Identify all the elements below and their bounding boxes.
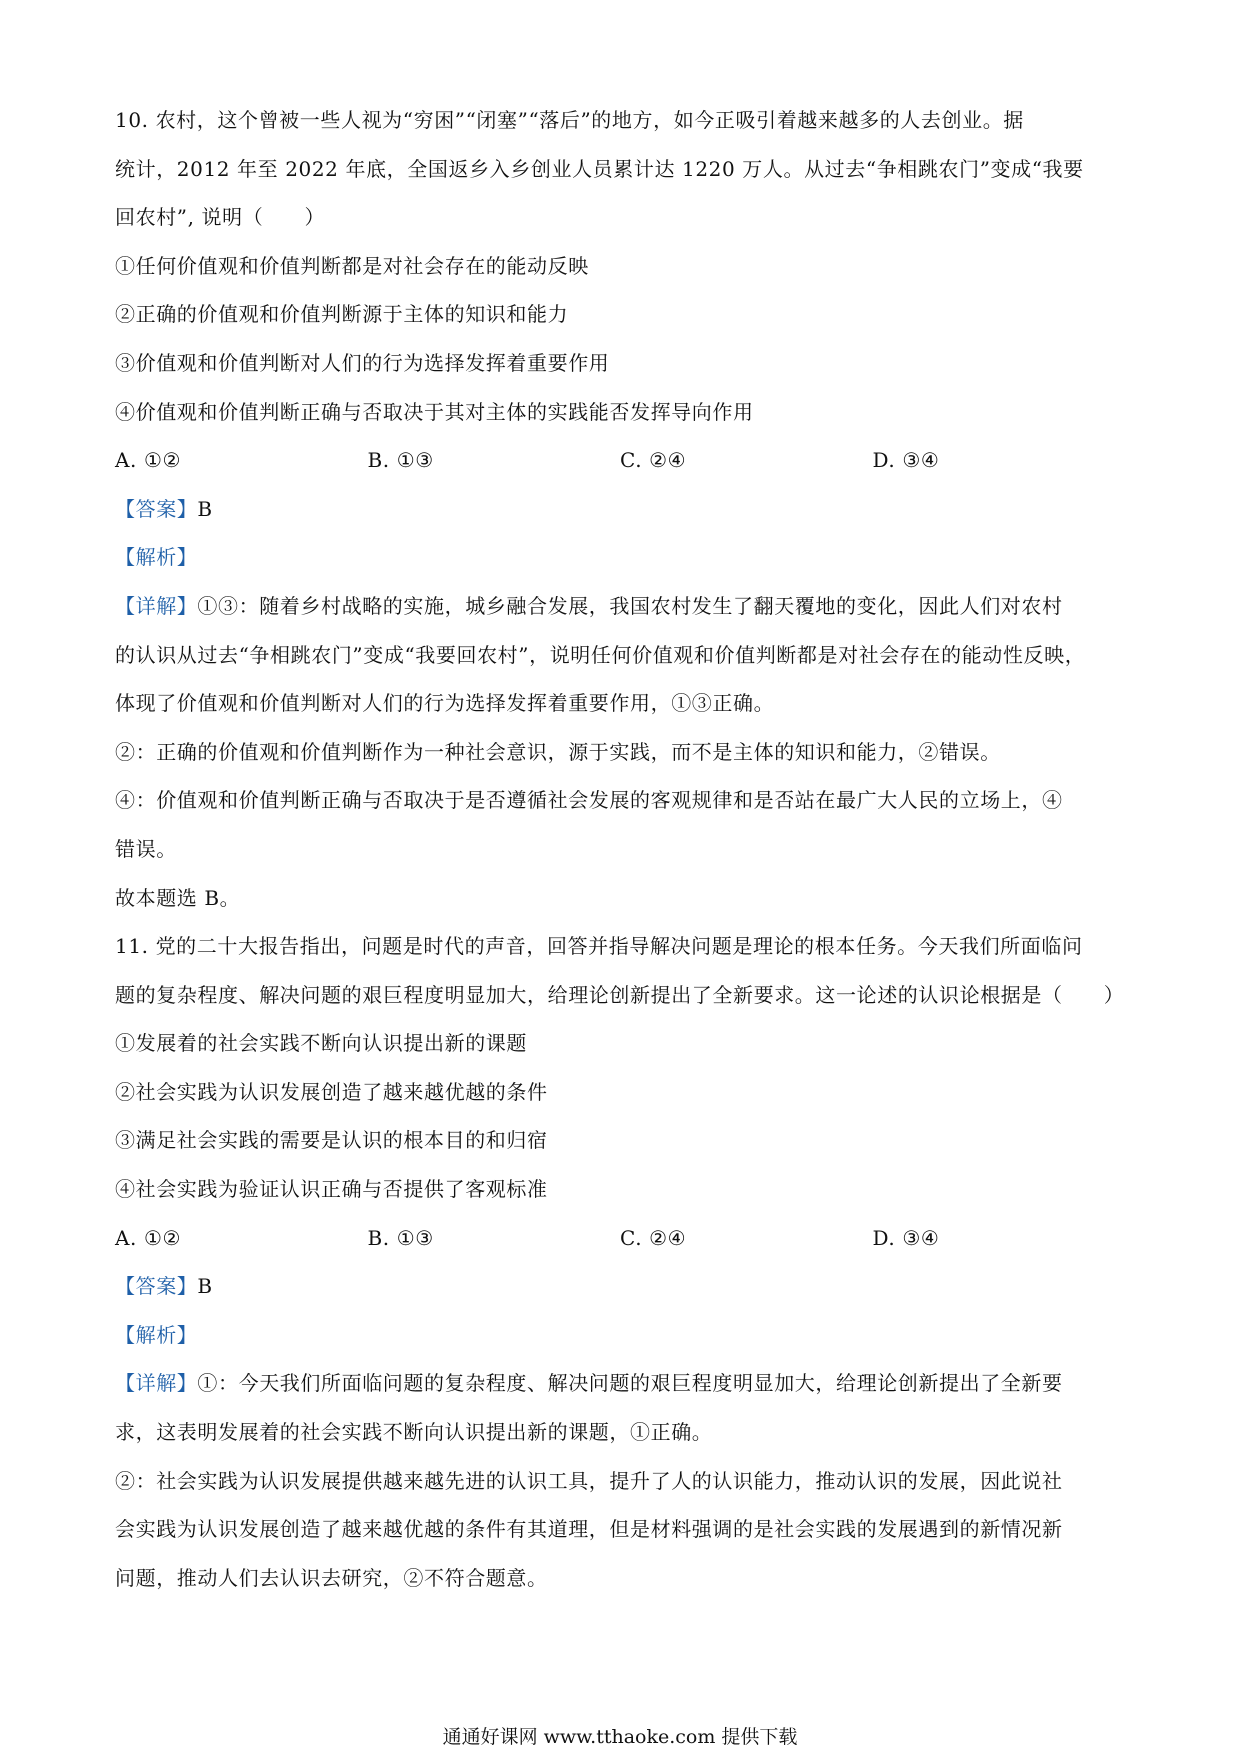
- statement-4: ④社会实践为验证认识正确与否提供了客观标准: [115, 1177, 548, 1202]
- conclusion-line: 故本题选 B。: [115, 885, 241, 910]
- option-a: A. ①②: [115, 1225, 182, 1250]
- detail-tag: 【详解】: [115, 1371, 198, 1396]
- detail-line: ④：价值观和价值判断正确与否取决于是否遵循社会发展的客观规律和是否站在最广大人民的立场上，④: [115, 788, 1063, 813]
- detail-tag: 【详解】: [115, 593, 198, 618]
- statement-2: ②社会实践为认识发展创造了越来越优越的条件: [115, 1079, 548, 1104]
- question-stem-line: 10. 农村，这个曾被一些人视为“穷困”“闭塞”“落后”的地方，如今正吸引着越来越多的人去创业。据: [115, 108, 1024, 132]
- detail-line: 错误。: [115, 836, 177, 861]
- detail-line: 的认识从过去“争相跳农门”变成“我要回农村”，说明任何价值观和价值判断都是对社会存在的能动性反映，: [115, 642, 1086, 667]
- option-b: B. ①③: [367, 448, 434, 473]
- statement-2: ②正确的价值观和价值判断源于主体的知识和能力: [115, 302, 569, 327]
- question-stem-line: 11. 党的二十大报告指出，问题是时代的声音，回答并指导解决问题是理论的根本任务。今天我们所面临问: [115, 934, 1083, 959]
- statement-1: ①任何价值观和价值判断都是对社会存在的能动反映: [115, 253, 589, 278]
- detail-line: 会实践为认识发展创造了越来越优越的条件有其道理，但是材料强调的是社会实践的发展遇到的新情况新: [115, 1517, 1063, 1542]
- answer-options: [115, 436, 1125, 485]
- detail-text: ①③：随着乡村战略的实施，城乡融合发展，我国农村发生了翻天覆地的变化，因此人们对农村: [197, 593, 1063, 618]
- footer-source: 通通好课网 www.tthaoke.com 提供下载: [442, 1726, 798, 1748]
- detail-line: 问题，推动人们去认识去研究，②不符合题意。: [115, 1565, 548, 1590]
- analysis-tag: 【解析】: [115, 545, 198, 570]
- answer-line: [115, 1262, 1125, 1311]
- detail-line: ②：社会实践为认识发展提供越来越先进的认识工具，提升了人的认识能力，推动认识的发展，因此说社: [115, 1468, 1063, 1493]
- analysis-line: [115, 533, 1125, 582]
- statement-3: ③满足社会实践的需要是认识的根本目的和归宿: [115, 1128, 548, 1153]
- option-d: D. ③④: [872, 448, 940, 473]
- detail-line: [115, 582, 1125, 631]
- detail-text: ①：今天我们所面临问题的复杂程度、解决问题的艰巨程度明显加大，给理论创新提出了全新要: [197, 1371, 1063, 1396]
- detail-line: [115, 1359, 1125, 1408]
- answer-value: B: [197, 496, 213, 521]
- statement-4: ④价值观和价值判断正确与否取决于其对主体的实践能否发挥导向作用: [115, 399, 754, 424]
- document-page: [115, 96, 1125, 1602]
- option-b: B. ①③: [367, 1225, 434, 1250]
- question-11: [115, 922, 1125, 1602]
- option-a: A. ①②: [115, 448, 182, 473]
- question-stem-line: 回农村”, 说明（ ）: [115, 205, 326, 230]
- question-stem-line: 统计，2012 年至 2022 年底，全国返乡入乡创业人员累计达 1220 万人。从过去“争相跳农门”变成“我要: [115, 156, 1084, 181]
- statement-3: ③价值观和价值判断对人们的行为选择发挥着重要作用: [115, 350, 610, 375]
- question-stem-line: 题的复杂程度、解决问题的艰巨程度明显加大，给理论创新提出了全新要求。这一论述的认识论根据是（ ）: [115, 982, 1125, 1007]
- analysis-line: [115, 1311, 1125, 1360]
- answer-line: [115, 485, 1125, 534]
- answer-options: [115, 1214, 1125, 1263]
- analysis-tag: 【解析】: [115, 1322, 198, 1347]
- question-10: [115, 96, 1125, 922]
- answer-tag: 【答案】: [115, 1274, 198, 1299]
- option-c: C. ②④: [620, 1225, 687, 1250]
- option-c: C. ②④: [620, 448, 687, 473]
- answer-tag: 【答案】: [115, 496, 198, 521]
- detail-line: ②：正确的价值观和价值判断作为一种社会意识，源于实践，而不是主体的知识和能力，②错误。: [115, 739, 1001, 764]
- detail-line: 求，这表明发展着的社会实践不断向认识提出新的课题，①正确。: [115, 1420, 713, 1445]
- option-d: D. ③④: [872, 1225, 940, 1250]
- detail-line: 体现了价值观和价值判断对人们的行为选择发挥着重要作用，①③正确。: [115, 691, 775, 716]
- statement-1: ①发展着的社会实践不断向认识提出新的课题: [115, 1031, 527, 1056]
- answer-value: B: [197, 1274, 213, 1299]
